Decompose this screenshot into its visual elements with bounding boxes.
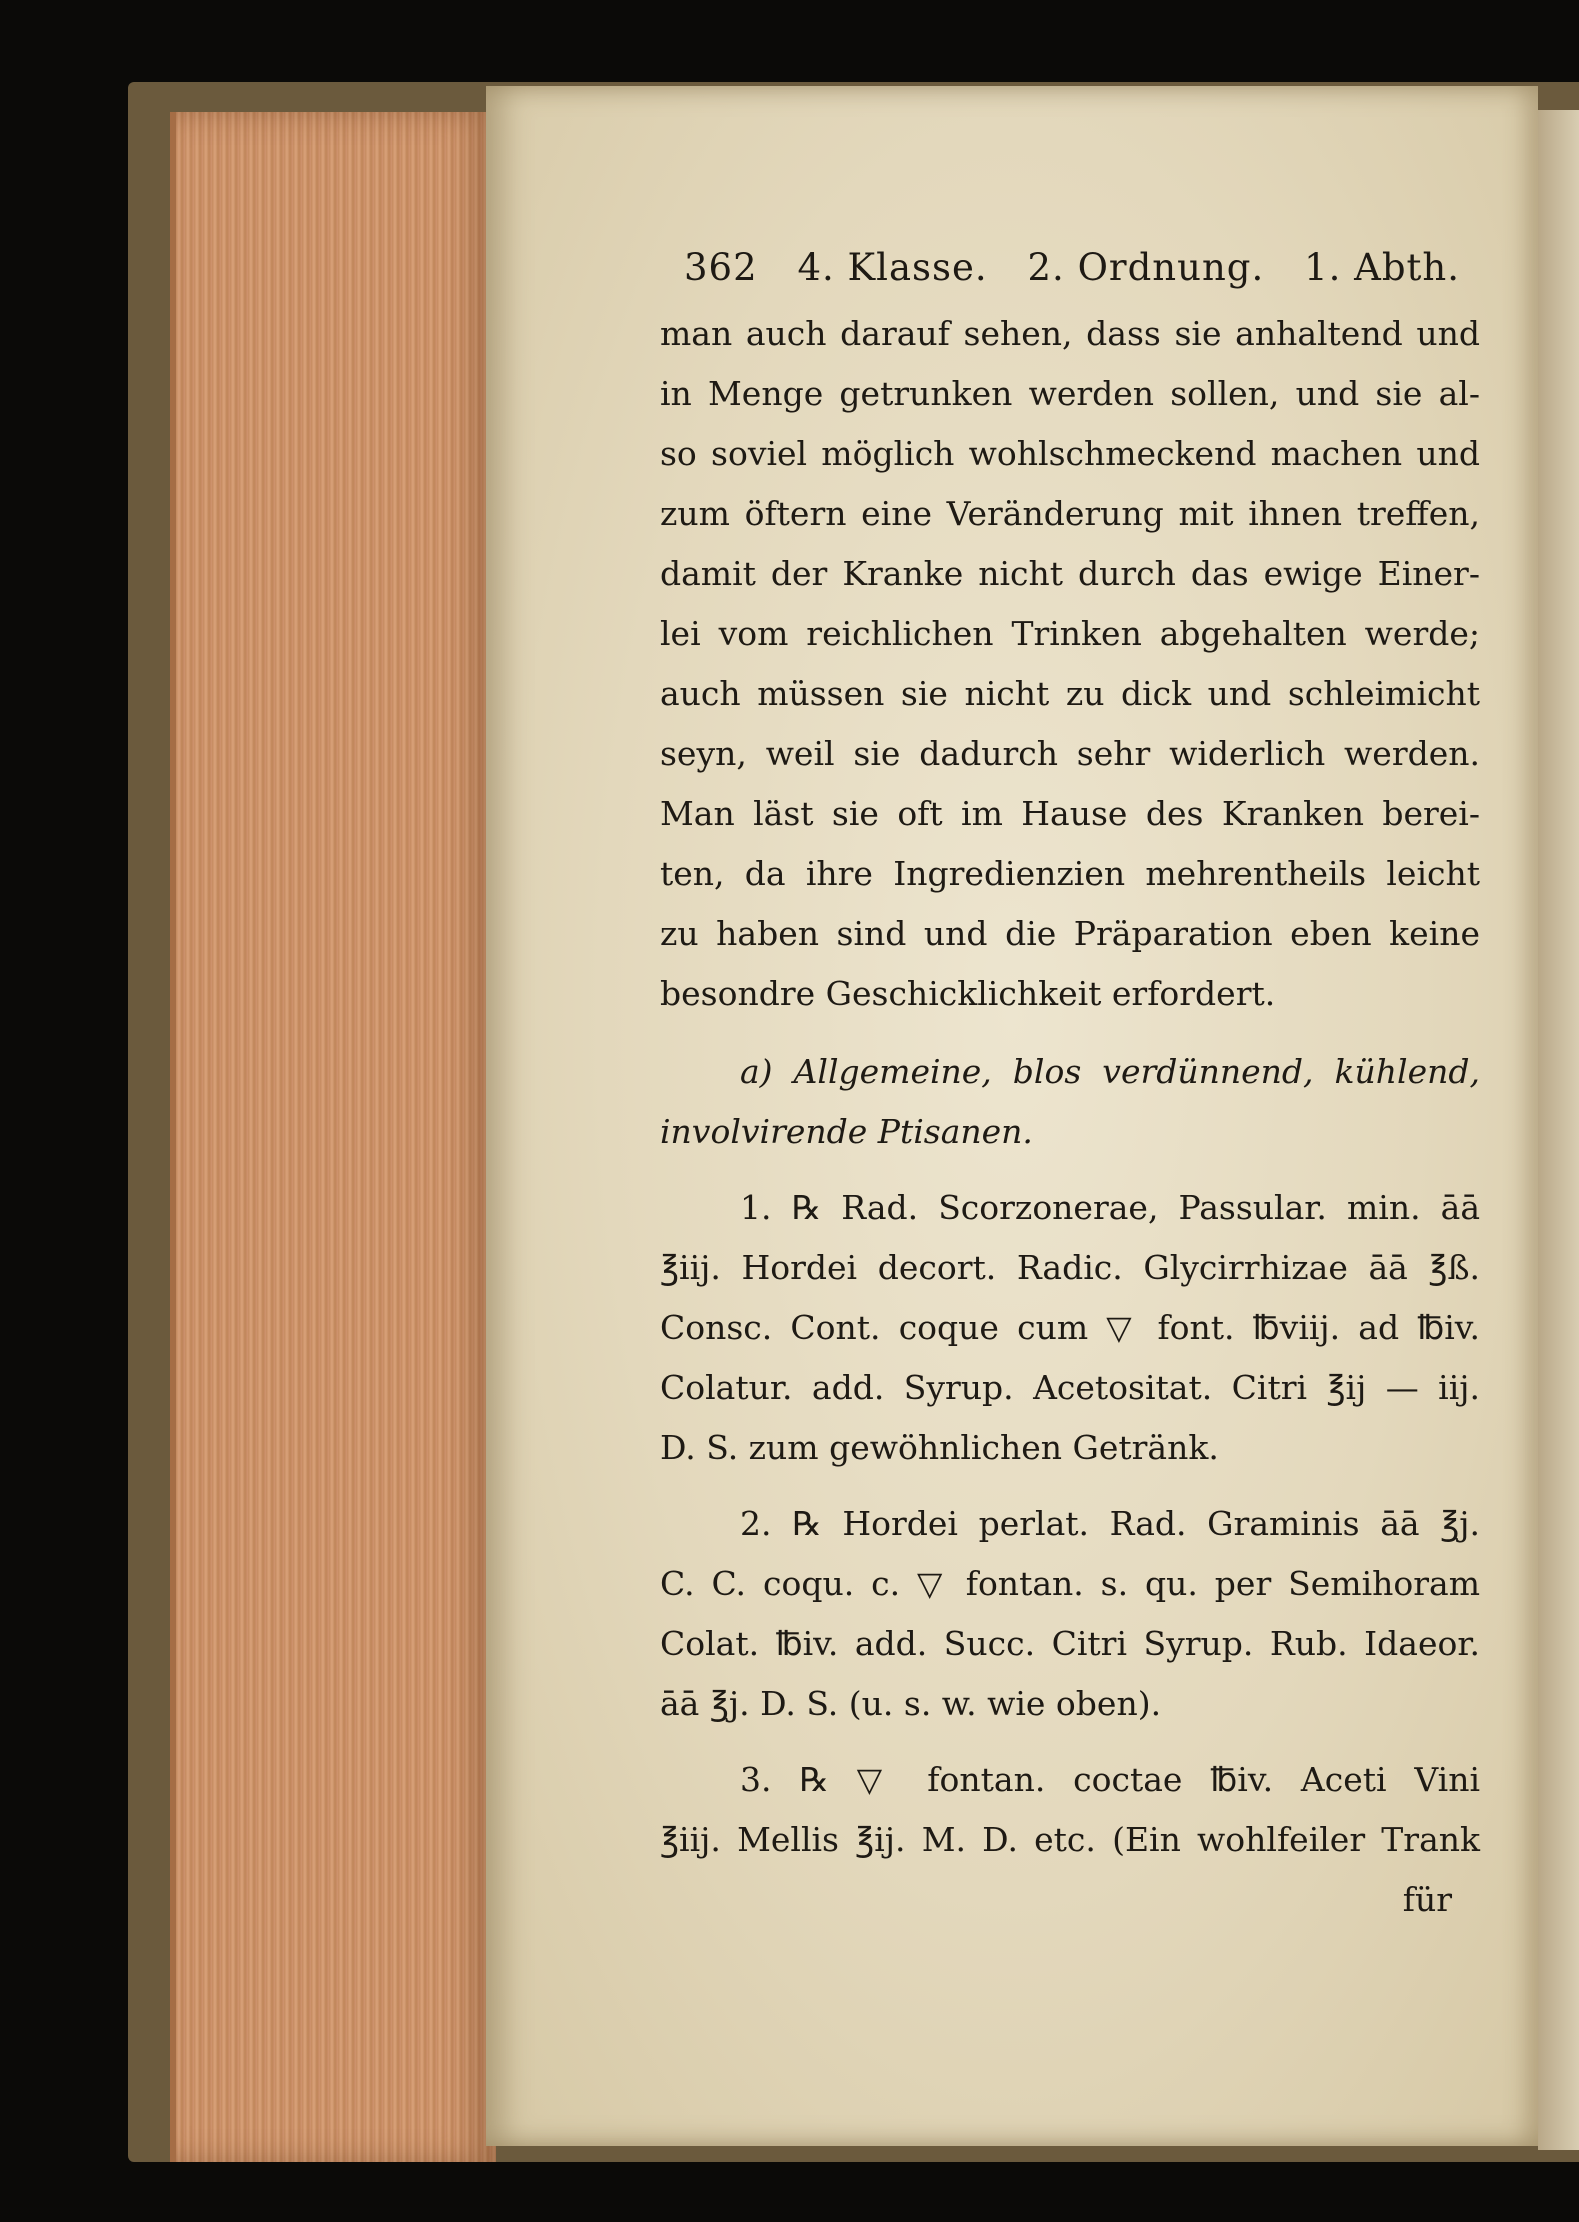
subheading [660,1042,1480,1162]
recipe-line: C. C. coqu. c. ▽ fontan. s. qu. per Semihoram [660,1564,1480,1603]
recipe-line: 2. ℞ Hordei perlat. Rad. Graminis āā ℥j. [740,1504,1480,1543]
text-line: auch müssen sie nicht zu dick und schleimicht [660,674,1480,713]
text-line: Man läst sie oft im Hause des Kranken berei- [660,794,1480,833]
subheading-line: a) Allgemeine, blos verdünnend, kühlend, [740,1052,1480,1091]
header-order: 2. Ordnung. [1027,246,1265,289]
page-edges [170,112,496,2162]
running-head [684,232,1460,304]
header-class: 4. Klasse. [797,246,988,289]
recipe-line: āā ℥j. D. S. (u. s. w. wie oben). [660,1684,1162,1723]
recipe-line: ℥iij. Hordei decort. Radic. Glycirrhizae āā ℥ß. [660,1248,1480,1287]
recipe-2 [660,1494,1480,1734]
intro-paragraph [660,304,1480,1024]
header-section: 1. Abth. [1304,246,1460,289]
page-number: 362 [684,246,758,289]
recipe-3 [660,1750,1480,1870]
text-line: in Menge getrunken werden sollen, und sie al- [660,374,1480,413]
recipe-line: Consc. Cont. coque cum ▽ font. ℔viij. ad ℔iv. [660,1308,1480,1347]
recipe-line: 3. ℞ ▽ fontan. coctae ℔iv. Aceti Vini [740,1760,1480,1799]
recipe-line: Colatur. add. Syrup. Acetositat. Citri ℥ij — iij. [660,1368,1480,1407]
text-line: so soviel möglich wohlschmeckend machen und [660,434,1480,473]
text-line: zum öftern eine Veränderung mit ihnen treffen, [660,494,1480,533]
recipe-line: D. S. zum gewöhnlichen Getränk. [660,1428,1219,1467]
catchword: für [1402,1880,1452,1919]
text-line: lei vom reichlichen Trinken abgehalten werde; [660,614,1480,653]
text-line: seyn, weil sie dadurch sehr widerlich werden. [660,734,1480,773]
text-line: damit der Kranke nicht durch das ewige Einer- [660,554,1480,593]
text-line: besondre Geschicklichkeit erfordert. [660,974,1276,1013]
facing-page-edge [1538,110,1579,2150]
text-line: zu haben sind und die Präparation eben keine [660,914,1480,953]
text-line: man auch darauf sehen, dass sie anhaltend und [660,314,1480,353]
recipe-line: 1. ℞ Rad. Scorzonerae, Passular. min. āā [740,1188,1480,1227]
text-line: ten, da ihre Ingredienzien mehrentheils leicht [660,854,1480,893]
recipe-line: Colat. ℔iv. add. Succ. Citri Syrup. Rub. Idaeor. [660,1624,1480,1663]
recipe-line: ℥iij. Mellis ℥ij. M. D. etc. (Ein wohlfeiler Trank [660,1820,1480,1859]
subheading-line: involvirende Ptisanen. [660,1112,1033,1151]
recipe-1 [660,1178,1480,1478]
page-text [660,232,1480,1930]
